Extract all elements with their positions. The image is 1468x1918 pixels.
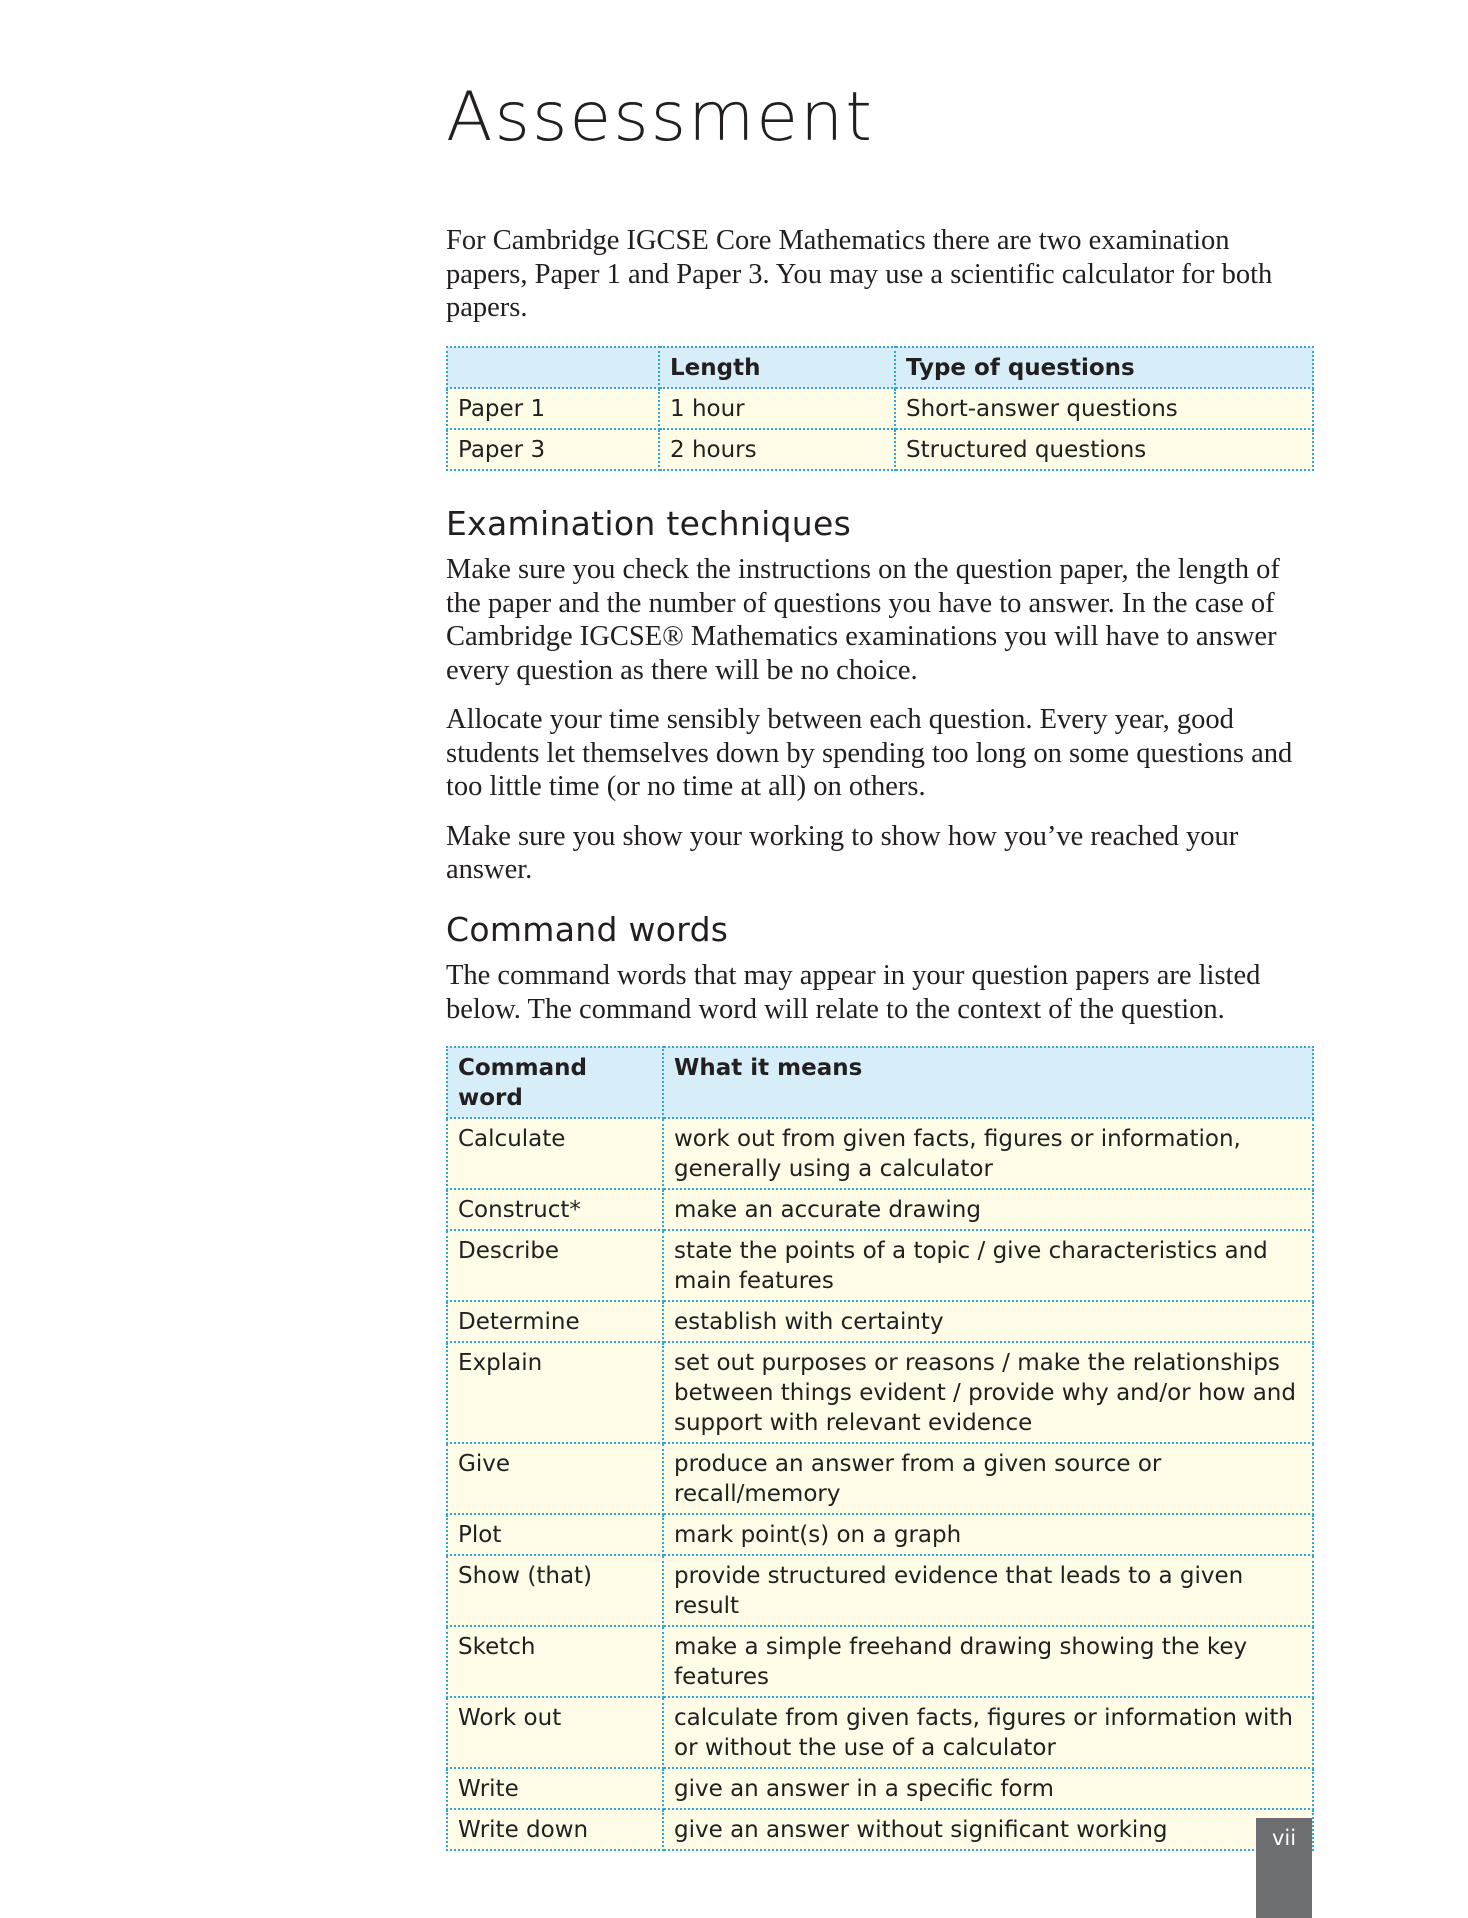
table-row [447,1230,1313,1301]
meaning-cell: work out from given facts, figures or information, generally using a calculator [663,1118,1313,1189]
exam-techniques-body [446,553,1312,903]
meaning-cell: set out purposes or reasons / make the relationships between things evident / provide why and/or how and support with relevant evidence [663,1342,1313,1443]
page-number: vii [1271,1826,1297,1850]
command-word-cell: Write down [447,1809,663,1850]
table-header-cell [447,347,659,388]
meaning-cell: mark point(s) on a graph [663,1514,1313,1555]
command-word-cell: Calculate [447,1118,663,1189]
table-header-cell: What it means [663,1047,1313,1118]
table-cell: Paper 3 [447,429,659,470]
command-word-cell: Sketch [447,1626,663,1697]
paragraph: Make sure you show your working to show how you’ve reached your answer. [446,820,1239,885]
intro-paragraph: For Cambridge IGCSE Core Mathematics there are two examination papers, Paper 1 and Paper 3. You may use a scientific calculator for both papers. [446,225,1273,323]
section-heading-command-words: Command words [446,910,729,949]
page-number-tab [1256,1818,1312,1918]
table-header-cell: Length [659,347,895,388]
table-row [447,1301,1313,1342]
papers-table [446,346,1314,471]
command-words-table [446,1046,1314,1851]
meaning-cell: state the points of a topic / give characteristics and main features [663,1230,1313,1301]
meaning-cell: make a simple freehand drawing showing the key features [663,1626,1313,1697]
table-row [447,1342,1313,1443]
table-cell: 2 hours [659,429,895,470]
command-word-cell: Describe [447,1230,663,1301]
meaning-cell: calculate from given facts, figures or information with or without the use of a calculator [663,1697,1313,1768]
table-row [447,388,1313,429]
command-word-cell: Work out [447,1697,663,1768]
meaning-cell: provide structured evidence that leads to a given result [663,1555,1313,1626]
command-words-intro: The command words that may appear in your question papers are listed below. The command word will relate to the context of the question. [446,960,1261,1025]
paragraph: Make sure you check the instructions on the question paper, the length of the paper and the number of questions you have to answer. In the case of Cambridge IGCSE® Mathematics examinations you will have to answer every question as there will be no choice. [446,554,1280,686]
table-row [447,1514,1313,1555]
meaning-cell: produce an answer from a given source or recall/memory [663,1443,1313,1514]
table-row [447,1189,1313,1230]
table-header-row [447,1047,1313,1118]
table-row [447,1626,1313,1697]
table-header-cell: Command word [447,1047,663,1118]
command-word-cell: Explain [447,1342,663,1443]
command-word-cell: Give [447,1443,663,1514]
command-word-cell: Determine [447,1301,663,1342]
command-word-cell: Plot [447,1514,663,1555]
table-cell: Structured questions [895,429,1313,470]
meaning-cell: give an answer in a specific form [663,1768,1313,1809]
table-row [447,1768,1313,1809]
table-header-row [447,347,1313,388]
section-heading-exam-techniques: Examination techniques [446,504,852,543]
table-row [447,1443,1313,1514]
table-row [447,1809,1313,1850]
table-cell: Paper 1 [447,388,659,429]
page-title: Assessment [446,78,874,157]
table-row [447,1118,1313,1189]
table-row [447,429,1313,470]
table-cell: Short-answer questions [895,388,1313,429]
command-word-cell: Write [447,1768,663,1809]
meaning-cell: make an accurate drawing [663,1189,1313,1230]
table-row [447,1555,1313,1626]
table-row [447,1697,1313,1768]
meaning-cell: establish with certainty [663,1301,1313,1342]
table-header-cell: Type of questions [895,347,1313,388]
table-cell: 1 hour [659,388,895,429]
command-word-cell: Show (that) [447,1555,663,1626]
command-word-cell: Construct* [447,1189,663,1230]
meaning-cell: give an answer without significant working [663,1809,1313,1850]
paragraph: Allocate your time sensibly between each question. Every year, good students let themselves down by spending too long on some questions and too little time (or no time at all) on others. [446,704,1293,802]
